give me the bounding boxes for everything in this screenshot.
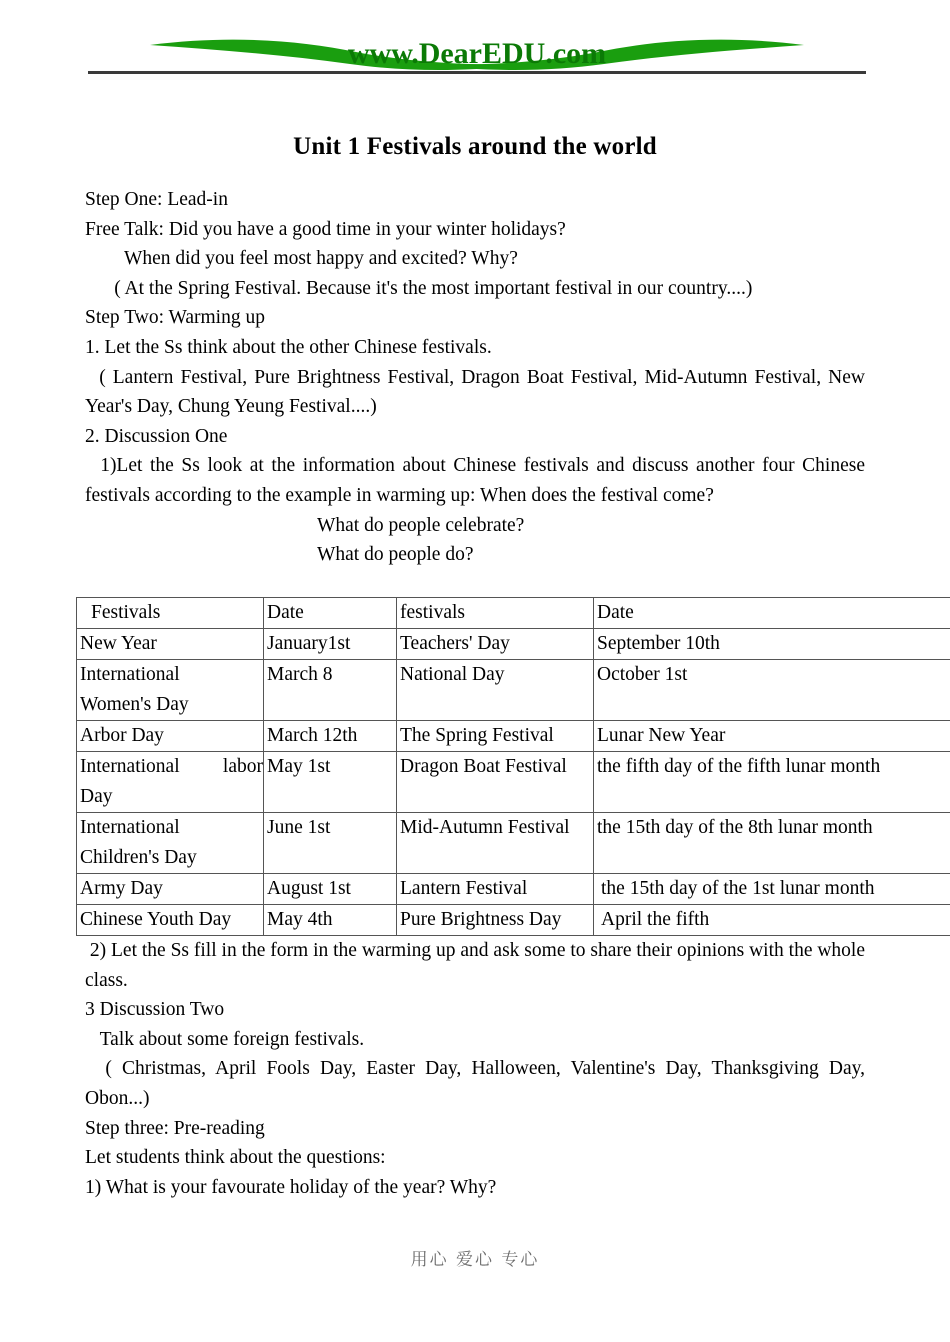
table-row xyxy=(77,813,950,874)
text-line: ( Lantern Festival, Pure Brightness Festival, Dragon Boat Festival, Mid-Autumn Festival, New Year's Day, Chung Yeung Festival....) xyxy=(85,366,870,418)
table-header-row xyxy=(77,598,950,629)
cell-festival-date: May 4th xyxy=(264,905,397,936)
cell-festival-date: March 8 xyxy=(264,660,397,721)
text-line: 2) Let the Ss fill in the form in the warming up and ask some to share their opinions with the whole class. xyxy=(85,940,870,991)
table-row xyxy=(77,905,950,936)
cell-festival-date: August 1st xyxy=(264,874,397,905)
cell-festival-name-2: Dragon Boat Festival xyxy=(397,752,594,813)
cell-festival-date-2: the 15th day of the 1st lunar month xyxy=(594,874,950,905)
cell-festival-name: Army Day xyxy=(77,874,264,905)
text-line: 2. Discussion One xyxy=(85,425,228,447)
text-line: What do people do? xyxy=(317,544,474,566)
cell-festival-name-2: Mid-Autumn Festival xyxy=(397,813,594,874)
cell-festival-name xyxy=(77,752,264,813)
cell-text-line: International labor xyxy=(80,756,263,777)
lesson-followup-text xyxy=(85,936,870,1202)
page-title: Unit 1 Festivals around the world xyxy=(293,133,657,160)
table-body xyxy=(77,598,950,936)
banner-divider xyxy=(88,71,866,74)
column-header-date-2: Date xyxy=(594,598,950,629)
text-line: Let students think about the questions: xyxy=(85,1147,386,1169)
festivals-table xyxy=(76,597,950,936)
text-line: ( At the Spring Festival. Because it's the most important festival in our country....) xyxy=(85,277,753,299)
cell-text-line: Children's Day xyxy=(80,846,197,868)
table-row xyxy=(77,660,950,721)
table-row xyxy=(77,721,950,752)
cell-text-line: Women's Day xyxy=(80,693,189,715)
text-line: ( Christmas, April Fools Day, Easter Day, Halloween, Valentine's Day, Thanksgiving Day, Obon...) xyxy=(85,1058,870,1109)
cell-festival-name-2: The Spring Festival xyxy=(397,721,594,752)
text-line: 1)Let the Ss look at the information about Chinese festivals and discuss another four Chinese festivals according to the example in warming up: When does the festival come? xyxy=(85,455,870,506)
text-line: Step One: Lead-in xyxy=(85,189,228,210)
text-line: Free Talk: Did you have a good time in your winter holidays? xyxy=(85,218,566,240)
table-row xyxy=(77,874,950,905)
cell-festival-name: Chinese Youth Day xyxy=(77,905,264,936)
text-line: Talk about some foreign festivals. xyxy=(85,1028,365,1050)
logo-wordmark: www.DearEDU.com xyxy=(347,37,607,70)
cell-festival-date: June 1st xyxy=(264,813,397,874)
cell-festival-date-2: April the fifth xyxy=(594,905,950,936)
table-row xyxy=(77,629,950,660)
cell-festival-date: March 12th xyxy=(264,721,397,752)
site-banner xyxy=(88,30,866,76)
cell-text-line: International xyxy=(80,664,180,685)
text-line: Step three: Pre-reading xyxy=(85,1117,265,1139)
cell-festival-date-2: the 15th day of the 8th lunar month xyxy=(594,813,950,874)
cell-text-line: International xyxy=(80,817,180,838)
table-row xyxy=(77,752,950,813)
column-header-festivals-2: festivals xyxy=(397,598,594,629)
cell-festival-date-2: October 1st xyxy=(594,660,950,721)
cell-festival-name: New Year xyxy=(77,629,264,660)
dearedu-logo-art xyxy=(88,30,866,74)
cell-festival-date: January1st xyxy=(264,629,397,660)
text-line: What do people celebrate? xyxy=(317,514,525,536)
cell-festival-name-2: Pure Brightness Day xyxy=(397,905,594,936)
cell-festival-name-2: Lantern Festival xyxy=(397,874,594,905)
cell-festival-name-2: National Day xyxy=(397,660,594,721)
cell-festival-name xyxy=(77,660,264,721)
text-line: 3 Discussion Two xyxy=(85,999,225,1021)
cell-festival-name xyxy=(77,813,264,874)
cell-festival-date-2: Lunar New Year xyxy=(594,721,950,752)
page-footer: 用心 爱心 专心 xyxy=(410,1250,540,1270)
cell-festival-date: May 1st xyxy=(264,752,397,813)
text-line: When did you feel most happy and excited? Why? xyxy=(85,248,518,270)
text-line: 1) What is your favourate holiday of the year? Why? xyxy=(85,1176,497,1198)
cell-festival-date-2: September 10th xyxy=(594,629,950,660)
lesson-intro-text xyxy=(85,185,870,570)
column-header-festivals-1: Festivals xyxy=(77,598,264,629)
text-line: Step Two: Warming up xyxy=(85,307,265,329)
cell-festival-name: Arbor Day xyxy=(77,721,264,752)
cell-festival-name-2: Teachers' Day xyxy=(397,629,594,660)
cell-text-line: Day xyxy=(80,785,113,807)
cell-festival-date-2: the fifth day of the fifth lunar month xyxy=(594,752,950,813)
text-line: 1. Let the Ss think about the other Chinese festivals. xyxy=(85,336,492,358)
column-header-date-1: Date xyxy=(264,598,397,629)
